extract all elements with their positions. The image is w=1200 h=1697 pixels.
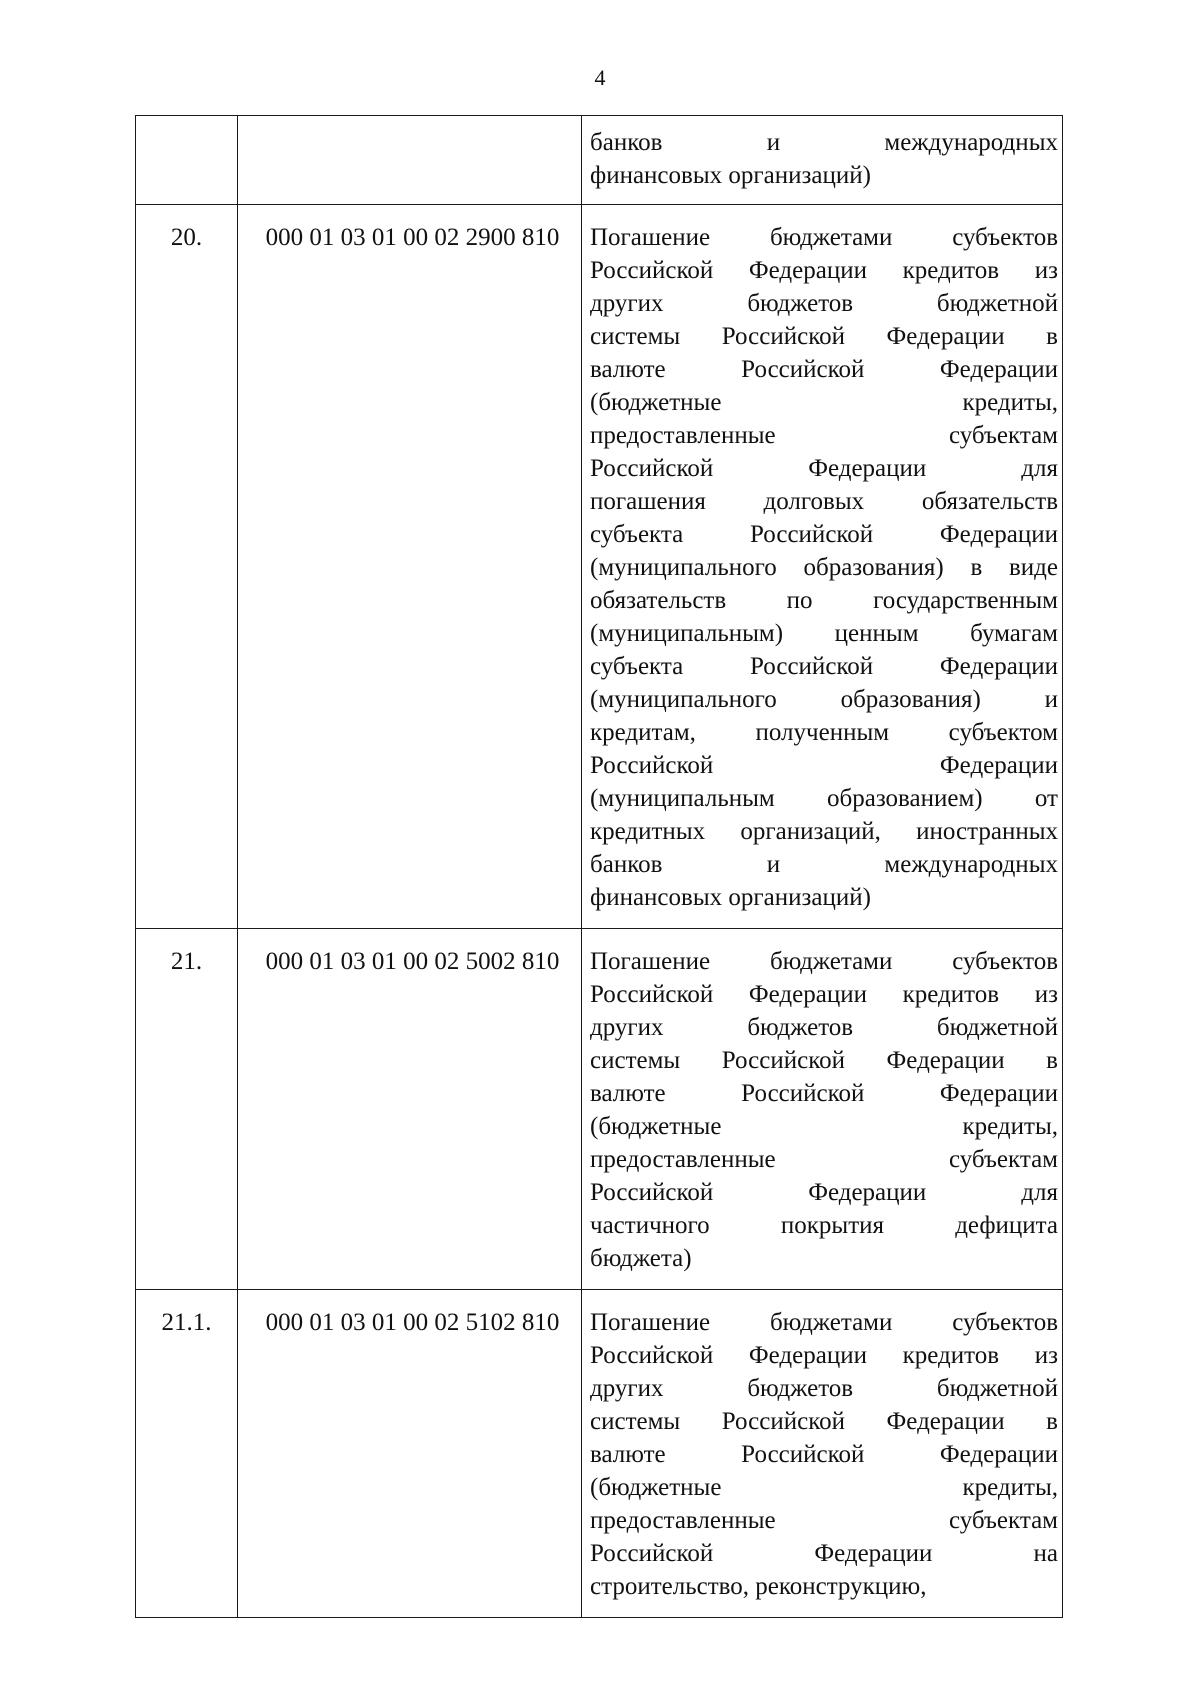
description-line: предоставленные субъектам [590,1146,1058,1173]
description-line: субъекта Российской Федерации [590,653,1058,680]
description-line: Российской Федерации [590,752,1058,779]
table-row [136,929,1063,1290]
row-description [582,1290,1063,1618]
description-line: бюджета) [590,1245,692,1272]
description-line: валюте Российской Федерации [590,356,1058,383]
description-line: кредитам, полученным субъектом [590,719,1058,746]
description-line: предоставленные субъектам [590,1507,1058,1534]
description-line: (бюджетные кредиты, [590,389,1058,416]
description-line: строительство, реконструкцию, [590,1573,927,1600]
row-description [582,116,1063,205]
description-line: других бюджетов бюджетной [590,1375,1058,1402]
budget-code: 000 01 03 01 00 02 2900 810 [238,205,582,929]
description-line: финансовых организаций) [590,162,871,189]
description-line: системы Российской Федерации в [590,323,1058,350]
description-line: валюте Российской Федерации [590,1080,1058,1107]
description-line: кредитных организаций, иностранных [590,818,1058,845]
row-description [582,929,1063,1290]
description-line: Российской Федерации кредитов из [590,257,1058,284]
description-line: Российской Федерации для [590,455,1058,482]
description-line: (бюджетные кредиты, [590,1113,1058,1140]
description-line: частичного покрытия дефицита [590,1212,1058,1239]
description-line: Российской Федерации кредитов из [590,981,1058,1008]
description-line: банков и международных [590,129,1058,156]
page-number: 4 [594,65,606,90]
description-line: (муниципальным образованием) от [590,785,1058,812]
description-line: других бюджетов бюджетной [590,290,1058,317]
description-line: (муниципального образования) в виде [590,554,1058,581]
description-line: погашения долговых обязательств [590,488,1058,515]
description-line: Погашение бюджетами субъектов [590,224,1058,251]
description-line: (бюджетные кредиты, [590,1474,1058,1501]
description-line: обязательств по государственным [590,587,1058,614]
budget-code [238,116,582,205]
description-line: (муниципального образования) и [590,686,1058,713]
row-number: 20. [136,205,238,929]
row-description [582,205,1063,929]
description-line: предоставленные субъектам [590,422,1058,449]
row-number [136,116,238,205]
table-row [136,116,1063,205]
description-line: субъекта Российской Федерации [590,521,1058,548]
description-line: других бюджетов бюджетной [590,1014,1058,1041]
description-line: банков и международных [590,851,1058,878]
description-line: Российской Федерации на [590,1540,1058,1567]
table-row [136,205,1063,929]
description-line: системы Российской Федерации в [590,1047,1058,1074]
description-line: валюте Российской Федерации [590,1441,1058,1468]
table-row [136,1290,1063,1618]
description-line: Российской Федерации кредитов из [590,1342,1058,1369]
description-line: (муниципальным) ценным бумагам [590,620,1058,647]
description-line: Российской Федерации для [590,1179,1058,1206]
row-number: 21.1. [136,1290,238,1618]
description-line: системы Российской Федерации в [590,1408,1058,1435]
budget-code: 000 01 03 01 00 02 5002 810 [238,929,582,1290]
description-line: Погашение бюджетами субъектов [590,1309,1058,1336]
budget-code: 000 01 03 01 00 02 5102 810 [238,1290,582,1618]
description-line: финансовых организаций) [590,884,871,911]
row-number: 21. [136,929,238,1290]
description-line: Погашение бюджетами субъектов [590,948,1058,975]
budget-codes-table [135,115,1063,1618]
